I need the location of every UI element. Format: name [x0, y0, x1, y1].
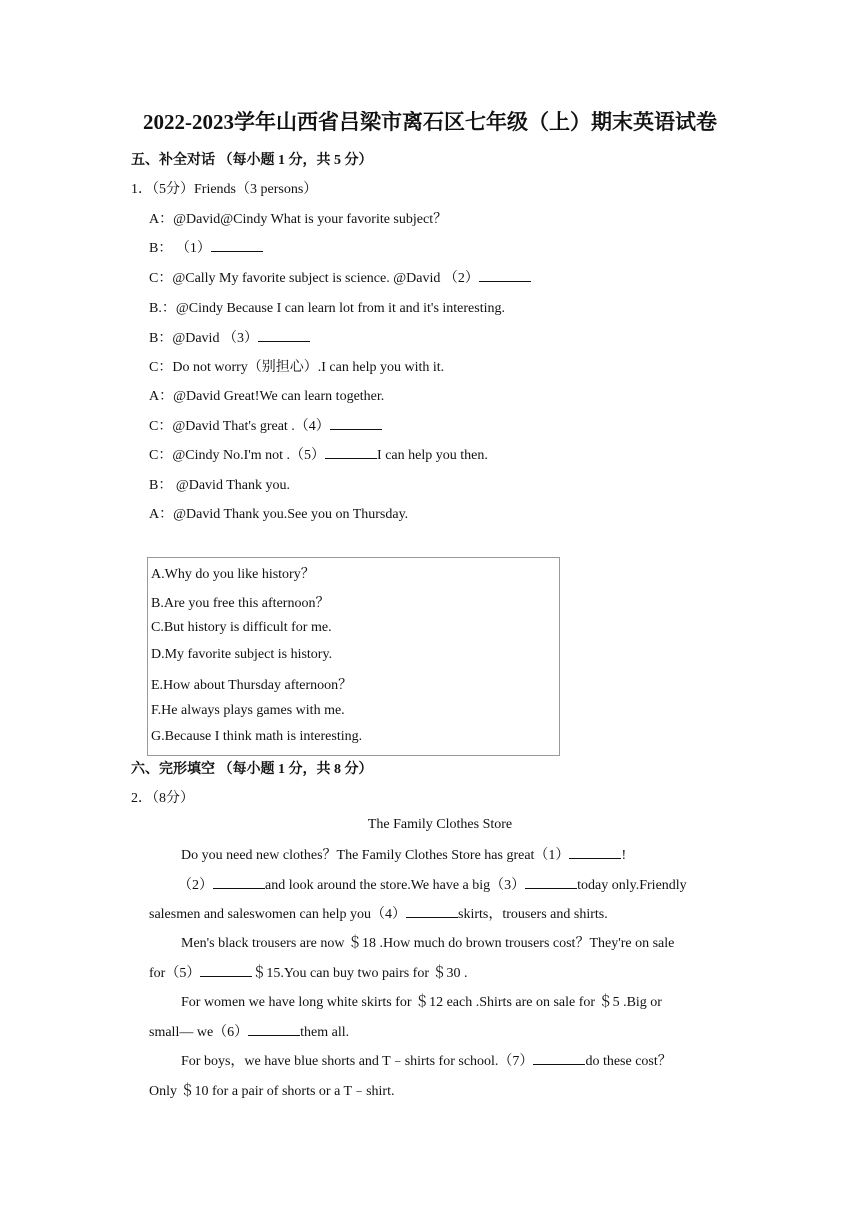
answer-blank: [213, 875, 265, 889]
answer-blank: [211, 238, 263, 252]
answer-blank: [525, 875, 577, 889]
option-a: A.Why do you like history？: [151, 567, 315, 582]
option-e: E.How about Thursday afternoon？: [151, 678, 353, 693]
answer-blank: [406, 904, 458, 918]
answer-blank: [325, 445, 377, 459]
passage-line: Only ＄10 for a pair of shorts or a T﹣shirt.: [149, 1084, 395, 1099]
passage-line: salesmen and saleswomen can help you（4） skirts，trousers and shirts.: [149, 903, 608, 923]
option-c: C.But history is difficult for me.: [151, 620, 332, 635]
passage-line: Men's black trousers are now ＄18 .How much do brown trousers cost？They're on sale: [181, 936, 675, 951]
section-6-heading: 六、完形填空 （每小题 1 分，共 8 分）: [131, 762, 373, 777]
dialogue-line: C：@David That's great .（4）: [149, 415, 382, 435]
dialogue-line: A：@David Great!We can learn together.: [149, 389, 385, 404]
answer-blank: [200, 963, 252, 977]
passage-line: small— we（6） them all.: [149, 1021, 349, 1041]
passage-title: The Family Clothes Store: [367, 817, 513, 832]
page-title: 2022-2023学年山西省吕梁市离石区七年级（上）期末英语试卷: [143, 110, 717, 134]
dialogue-line: A：@David@Cindy What is your favorite subject？: [149, 212, 448, 227]
question-2-label: 2．（8分）: [131, 791, 194, 806]
option-d: D.My favorite subject is history.: [151, 647, 333, 662]
passage-line: Do you need new clothes？The Family Clothes Store has great（1） !: [181, 844, 626, 864]
dialogue-line: B： @David Thank you.: [149, 478, 290, 493]
dialogue-line: C：@Cally My favorite subject is science. @David （2）: [149, 267, 531, 287]
option-b: B.Are you free this afternoon？: [151, 596, 330, 611]
dialogue-line: B.：@Cindy Because I can learn lot from it and it's interesting.: [149, 301, 506, 316]
dialogue-line: C：@Cindy No.I'm not .（5） I can help you then.: [149, 444, 488, 464]
answer-blank: [569, 845, 621, 859]
section-5-heading: 五、补全对话 （每小题 1 分，共 5 分）: [131, 153, 373, 168]
answer-blank: [533, 1051, 585, 1065]
dialogue-line: C：Do not worry（别担心）.I can help you with it.: [149, 360, 445, 375]
answer-blank: [479, 268, 531, 282]
dialogue-line: A：@David Thank you.See you on Thursday.: [149, 507, 409, 522]
passage-line: For boys，we have blue shorts and T﹣shirts for school.（7） do these cost？: [181, 1050, 672, 1070]
passage-line: for（5） ＄15.You can buy two pairs for ＄30 .: [149, 962, 468, 982]
answer-blank: [330, 416, 382, 430]
passage-line: （2） and look around the store.We have a big（3） today only.Friendly: [178, 874, 687, 894]
answer-blank: [258, 328, 310, 342]
question-1-label: 1．（5分）Friends（3 persons）: [131, 182, 318, 197]
passage-line: For women we have long white skirts for ＄12 each .Shirts are on sale for ＄5 .Big or: [181, 995, 662, 1010]
dialogue-line: B： （1）: [149, 237, 263, 257]
option-f: F.He always plays games with me.: [151, 703, 345, 718]
answer-blank: [248, 1022, 300, 1036]
options-box: [147, 557, 560, 756]
dialogue-line: B：@David （3）: [149, 327, 310, 347]
option-g: G.Because I think math is interesting.: [151, 729, 363, 744]
